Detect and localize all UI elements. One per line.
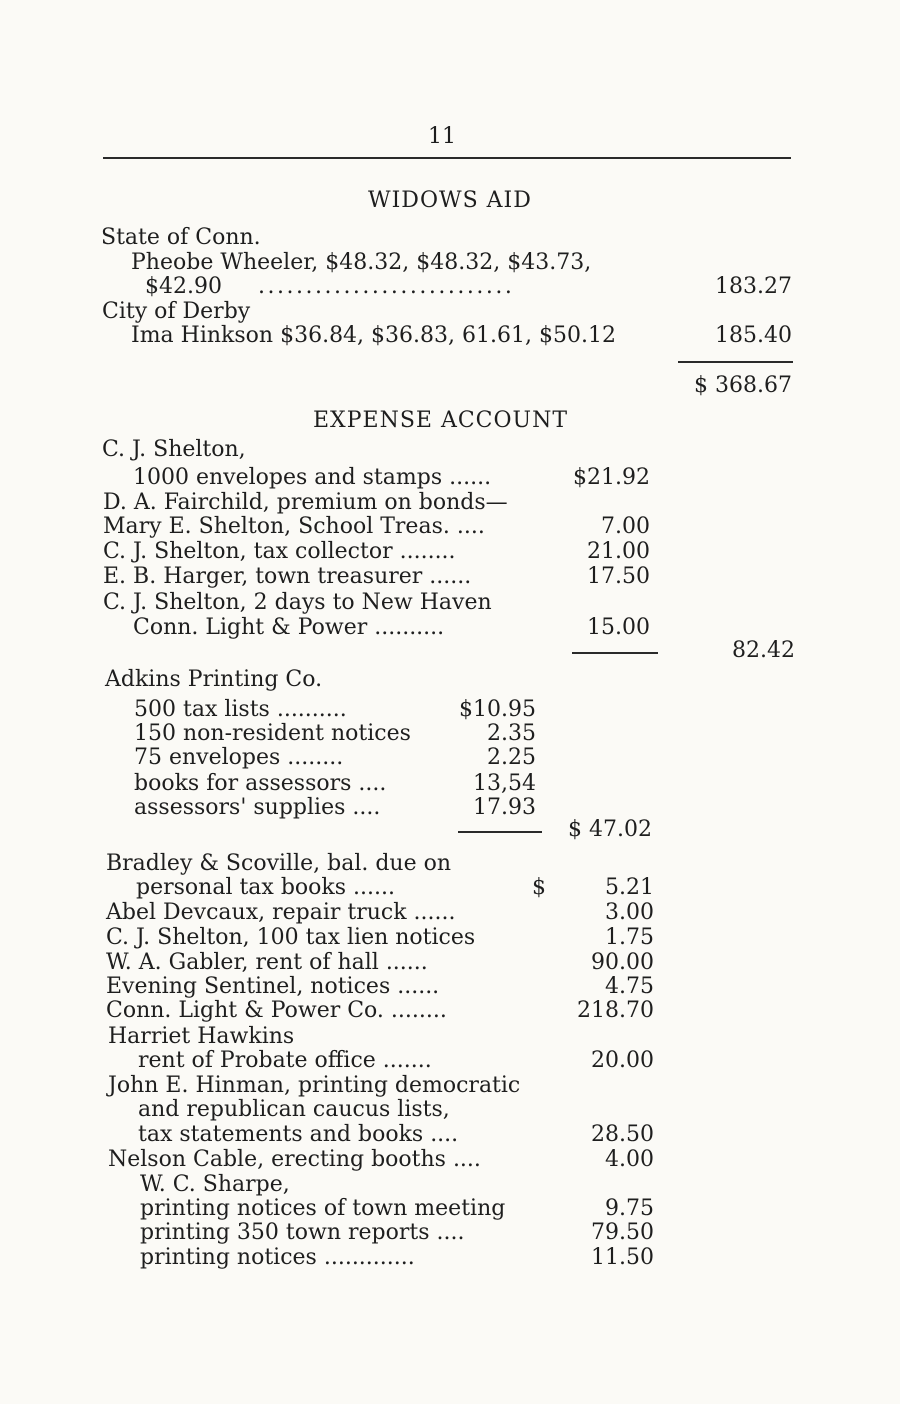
sentinel-amount: 4.75 bbox=[605, 974, 654, 999]
hinman-line-2: and republican caucus lists, bbox=[138, 1097, 450, 1122]
adkins-item-desc: 75 envelopes ........ bbox=[134, 745, 344, 770]
harger-amount: 17.50 bbox=[587, 564, 650, 589]
cable-amount: 4.00 bbox=[605, 1147, 654, 1172]
wheeler-total: 183.27 bbox=[715, 274, 792, 299]
wheeler-line-1: Pheobe Wheeler, $48.32, $48.32, $43.73, bbox=[131, 250, 592, 275]
hinkson-line: Ima Hinkson $36.84, $36.83, 61.61, $50.12 bbox=[131, 323, 616, 348]
adkins-item-desc: 150 non-resident notices bbox=[134, 721, 411, 746]
conn-light-line: Conn. Light & Power .......... bbox=[133, 615, 445, 640]
hawkins-amount: 20.00 bbox=[591, 1048, 654, 1073]
conn-co-line: Conn. Light & Power Co. ........ bbox=[106, 998, 447, 1023]
fairchild-line: D. A. Fairchild, premium on bonds— bbox=[103, 490, 508, 515]
adkins-label: Adkins Printing Co. bbox=[105, 667, 323, 692]
adkins-item-amount: 2.25 bbox=[487, 745, 536, 770]
expense-account-heading: EXPENSE ACCOUNT bbox=[313, 408, 569, 433]
hawkins-line-1: Harriet Hawkins bbox=[108, 1024, 295, 1049]
page-number: 11 bbox=[428, 124, 456, 149]
shelton-tax-amount: 21.00 bbox=[587, 539, 650, 564]
lien-notices-amount: 1.75 bbox=[605, 925, 654, 950]
shelton-tax-line: C. J. Shelton, tax collector ........ bbox=[103, 539, 456, 564]
conn-co-amount: 218.70 bbox=[577, 998, 654, 1023]
adkins-item-desc: assessors' supplies .... bbox=[134, 795, 381, 820]
cable-line: Nelson Cable, erecting booths .... bbox=[108, 1147, 481, 1172]
devcaux-amount: 3.00 bbox=[605, 900, 654, 925]
envelopes-line: 1000 envelopes and stamps ...... bbox=[133, 465, 492, 490]
mary-shelton-amount: 7.00 bbox=[601, 514, 650, 539]
sharpe-item-amount: 79.50 bbox=[591, 1220, 654, 1245]
hinman-amount: 28.50 bbox=[591, 1122, 654, 1147]
shelton-label: C. J. Shelton, bbox=[102, 437, 246, 462]
bradley-line-2: personal tax books ...... bbox=[136, 875, 395, 900]
expense-subtotal: 82.42 bbox=[732, 638, 795, 663]
adkins-item-amount: $10.95 bbox=[459, 697, 536, 722]
sentinel-line: Evening Sentinel, notices ...... bbox=[106, 974, 440, 999]
hinman-line-1: John E. Hinman, printing democratic bbox=[108, 1073, 521, 1098]
adkins-total-rule bbox=[458, 831, 542, 833]
mary-shelton-line: Mary E. Shelton, School Treas. .... bbox=[103, 514, 485, 539]
adkins-item-desc: books for assessors .... bbox=[134, 771, 387, 796]
gabler-line: W. A. Gabler, rent of hall ...... bbox=[106, 950, 428, 975]
sharpe-item-amount: 11.50 bbox=[591, 1245, 654, 1270]
envelopes-amount: $21.92 bbox=[573, 465, 650, 490]
devcaux-line: Abel Devcaux, repair truck ...... bbox=[106, 900, 456, 925]
city-label: City of Derby bbox=[102, 299, 251, 324]
adkins-item-amount: 2.35 bbox=[487, 721, 536, 746]
widows-aid-heading: WIDOWS AID bbox=[368, 188, 532, 213]
hinkson-total: 185.40 bbox=[715, 323, 792, 348]
harger-line: E. B. Harger, town treasurer ...... bbox=[103, 564, 472, 589]
hawkins-line-2: rent of Probate office ....... bbox=[138, 1048, 432, 1073]
bradley-dollar-sign: $ bbox=[532, 875, 546, 900]
wheeler-line-2: $42.90 bbox=[145, 274, 222, 299]
widows-grand-total: $ 368.67 bbox=[694, 373, 792, 398]
adkins-item-amount: 17.93 bbox=[473, 795, 536, 820]
widows-total-rule bbox=[678, 361, 793, 363]
adkins-item-desc: 500 tax lists .......... bbox=[134, 697, 347, 722]
hinman-line-3: tax statements and books .... bbox=[138, 1122, 459, 1147]
adkins-total: $ 47.02 bbox=[568, 817, 652, 842]
sharpe-item-amount: 9.75 bbox=[605, 1196, 654, 1221]
sharpe-label: W. C. Sharpe, bbox=[140, 1172, 290, 1197]
sharpe-item-desc: printing notices ............. bbox=[140, 1245, 415, 1270]
new-haven-line: C. J. Shelton, 2 days to New Haven bbox=[103, 590, 492, 615]
adkins-item-amount: 13,54 bbox=[473, 771, 536, 796]
bradley-line-1: Bradley & Scoville, bal. due on bbox=[106, 851, 452, 876]
wheeler-leader-dots: ........................... bbox=[258, 274, 515, 299]
sharpe-item-desc: printing 350 town reports .... bbox=[140, 1220, 465, 1245]
expense-subtotal-rule bbox=[572, 652, 658, 654]
bradley-amount: 5.21 bbox=[605, 875, 654, 900]
sharpe-item-desc: printing notices of town meeting bbox=[140, 1196, 506, 1221]
state-label: State of Conn. bbox=[101, 225, 261, 250]
header-rule bbox=[103, 157, 791, 159]
gabler-amount: 90.00 bbox=[591, 950, 654, 975]
lien-notices-line: C. J. Shelton, 100 tax lien notices bbox=[106, 925, 476, 950]
conn-light-amount: 15.00 bbox=[587, 615, 650, 640]
